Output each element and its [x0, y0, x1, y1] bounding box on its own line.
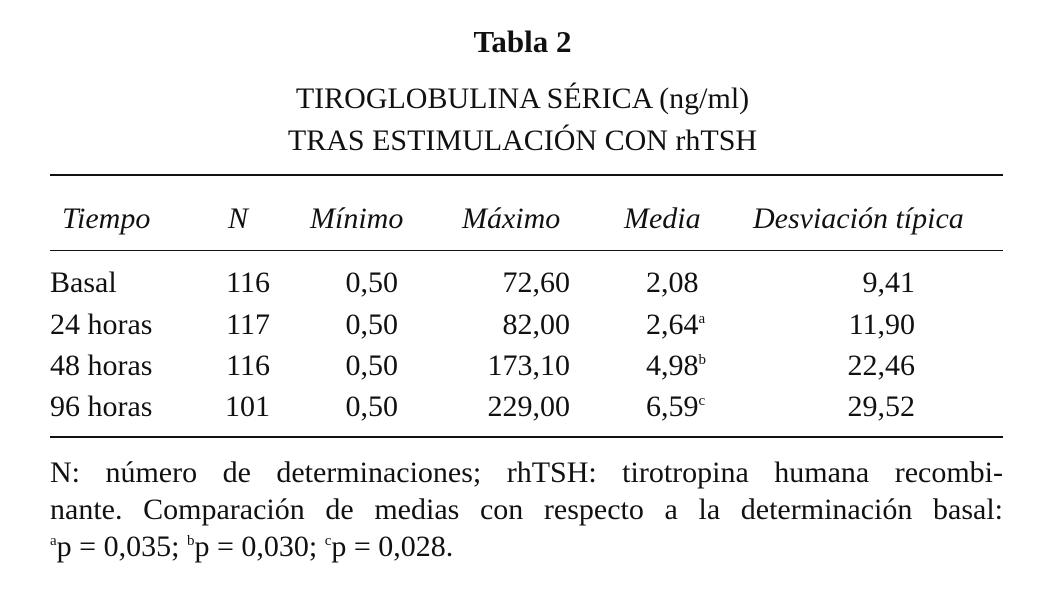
cell-tiempo: 96 horas — [50, 390, 153, 423]
footnote-p-c: p = 0,028. — [331, 530, 454, 563]
media-value: 6,59 — [646, 390, 699, 423]
media-superscript: c — [698, 393, 706, 409]
footnote-sup-a: a — [50, 533, 57, 549]
table-subtitle-line2: TRAS ESTIMULACIÓN CON rhTSH — [287, 124, 758, 157]
footnote-line2: nante. Comparación de medias con respecto a la determinación basal: — [50, 493, 1003, 526]
media-superscript: a — [698, 311, 706, 327]
media-value: 2,64 — [646, 308, 699, 341]
cell-minimo: 0,50 — [345, 349, 398, 382]
cell-desviacion: 11,90 — [848, 308, 915, 341]
cell-minimo: 0,50 — [345, 308, 398, 341]
cell-desviacion: 9,41 — [862, 266, 915, 299]
cell-media — [646, 388, 705, 426]
cell-n: 116 — [226, 349, 270, 382]
cell-tiempo: Basal — [50, 266, 117, 299]
cell-maximo: 82,00 — [502, 308, 570, 341]
footnote-line3 — [50, 528, 1003, 565]
cell-desviacion: 29,52 — [847, 390, 915, 423]
cell-media — [646, 347, 706, 385]
footnote-sup-c: c — [324, 533, 332, 549]
footnote-line1: N: número de determinaciones; rhTSH: tirotropina humana recombi- — [50, 456, 1003, 489]
header-maximo: Máximo — [462, 202, 561, 235]
top-rule — [50, 174, 1003, 176]
cell-tiempo: 24 horas — [50, 308, 153, 341]
cell-n: 116 — [226, 266, 270, 299]
media-value: 4,98 — [646, 349, 699, 382]
cell-maximo: 72,60 — [502, 266, 570, 299]
header-minimo: Mínimo — [310, 202, 404, 235]
cell-maximo: 173,10 — [487, 349, 570, 382]
cell-maximo: 229,00 — [487, 390, 570, 423]
cell-media — [646, 264, 699, 302]
cell-media — [646, 306, 705, 344]
media-value: 2,08 — [646, 266, 699, 299]
footnote-p-b: p = 0,030; — [194, 530, 325, 563]
bottom-rule — [50, 436, 1003, 438]
footnote-sup-b: b — [186, 533, 195, 549]
header-rule — [50, 250, 1003, 251]
table-title: Tabla 2 — [473, 24, 572, 59]
footnote-p-a: p = 0,035; — [56, 530, 187, 563]
cell-tiempo: 48 horas — [50, 349, 153, 382]
media-superscript: b — [698, 352, 706, 368]
header-desviacion: Desviación típica — [753, 202, 964, 235]
header-media: Media — [624, 202, 701, 235]
header-tiempo: Tiempo — [62, 202, 151, 235]
cell-desviacion: 22,46 — [847, 349, 915, 382]
table-subtitle-line1: TIROGLOBULINA SÉRICA (ng/ml) — [295, 82, 750, 115]
cell-n: 101 — [225, 390, 270, 423]
header-n: N — [228, 202, 249, 235]
cell-n: 117 — [226, 308, 270, 341]
cell-minimo: 0,50 — [345, 390, 398, 423]
cell-minimo: 0,50 — [345, 266, 398, 299]
